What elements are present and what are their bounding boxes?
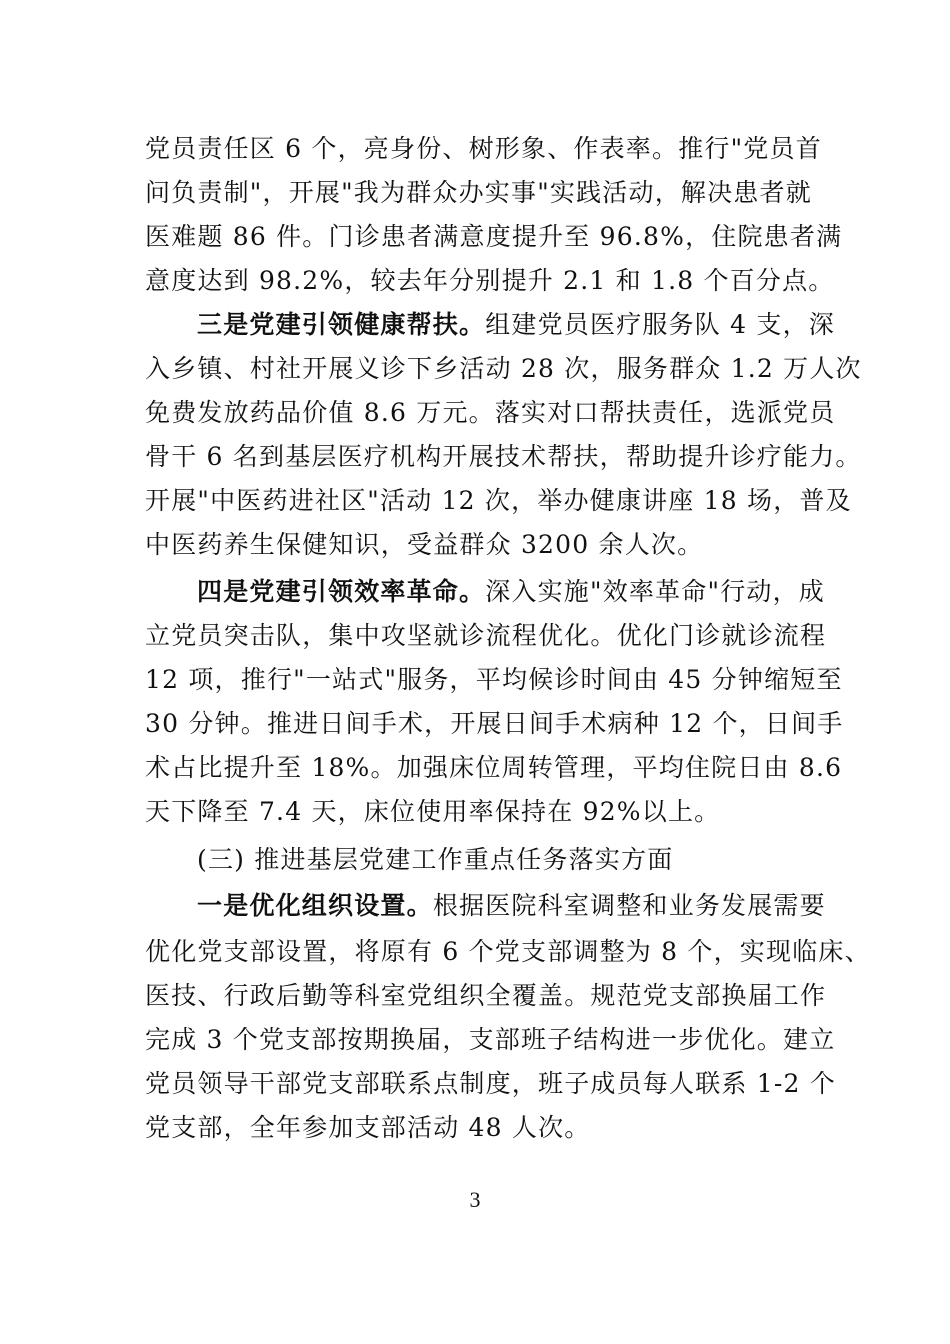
page-number: 3	[469, 1187, 481, 1212]
text-line: 立党员突击队，集中攻坚就诊流程优化。优化门诊就诊流程	[145, 621, 827, 650]
text-line: 党员责任区 6 个，亮身份、树形象、作表率。推行"党员首	[145, 134, 822, 163]
text-line: 中医药养生保健知识，受益群众 3200 余人次。	[145, 530, 704, 559]
text-line: 免费发放药品价值 8.6 万元。落实对口帮扶责任，选派党员	[145, 398, 836, 427]
text-line: 骨干 6 名到基层医疗机构开展技术帮扶，帮助提升诊疗能力。	[145, 442, 862, 471]
text-line: 党支部，全年参加支部活动 48 人次。	[145, 1113, 591, 1142]
text-line: 入乡镇、村社开展义诊下乡活动 28 次，服务群众 1.2 万人次	[145, 354, 862, 383]
section-heading: 四是党建引领效率革命。	[197, 577, 486, 606]
section-heading: 三是党建引领健康帮扶。	[197, 310, 486, 339]
subsection-title: (三) 推进基层党建工作重点任务落实方面	[197, 845, 674, 874]
text-line: 优化党支部设置，将原有 6 个党支部调整为 8 个，实现临床、	[145, 937, 871, 966]
section-heading-line: 四是党建引领效率革命。深入实施"效率革命"行动，成	[197, 577, 826, 606]
text-line: 12 项，推行"一站式"服务，平均候诊时间由 45 分钟缩短至	[145, 665, 843, 694]
text-line: 党员领导干部党支部联系点制度，班子成员每人联系 1-2 个	[145, 1069, 836, 1098]
section-heading-line: 三是党建引领健康帮扶。组建党员医疗服务队 4 支，深	[197, 310, 836, 339]
text-line: 问负责制"，开展"我为群众办实事"实践活动，解决患者就	[145, 178, 812, 207]
section-heading: 一是优化组织设置。	[197, 891, 433, 920]
text-line: 完成 3 个党支部按期换届，支部班子结构进一步优化。建立	[145, 1025, 836, 1054]
text-line: 开展"中医药进社区"活动 12 次，举办健康讲座 18 场，普及	[145, 486, 852, 515]
text-line: 意度达到 98.2%，较去年分别提升 2.1 和 1.8 个百分点。	[145, 266, 835, 295]
text-line: 医难题 86 件。门诊患者满意度提升至 96.8%，住院患者满	[145, 222, 843, 251]
text-line: 30 分钟。推进日间手术，开展日间手术病种 12 个，日间手	[145, 709, 844, 738]
text-line: 医技、行政后勤等科室党组织全覆盖。规范党支部换届工作	[145, 981, 827, 1010]
section-heading-line: 一是优化组织设置。根据医院科室调整和业务发展需要	[197, 891, 826, 920]
text-line: 术占比提升至 18%。加强床位周转管理，平均住院日由 8.6	[145, 753, 843, 782]
text-line: 天下降至 7.4 天，床位使用率保持在 92%以上。	[145, 797, 721, 826]
